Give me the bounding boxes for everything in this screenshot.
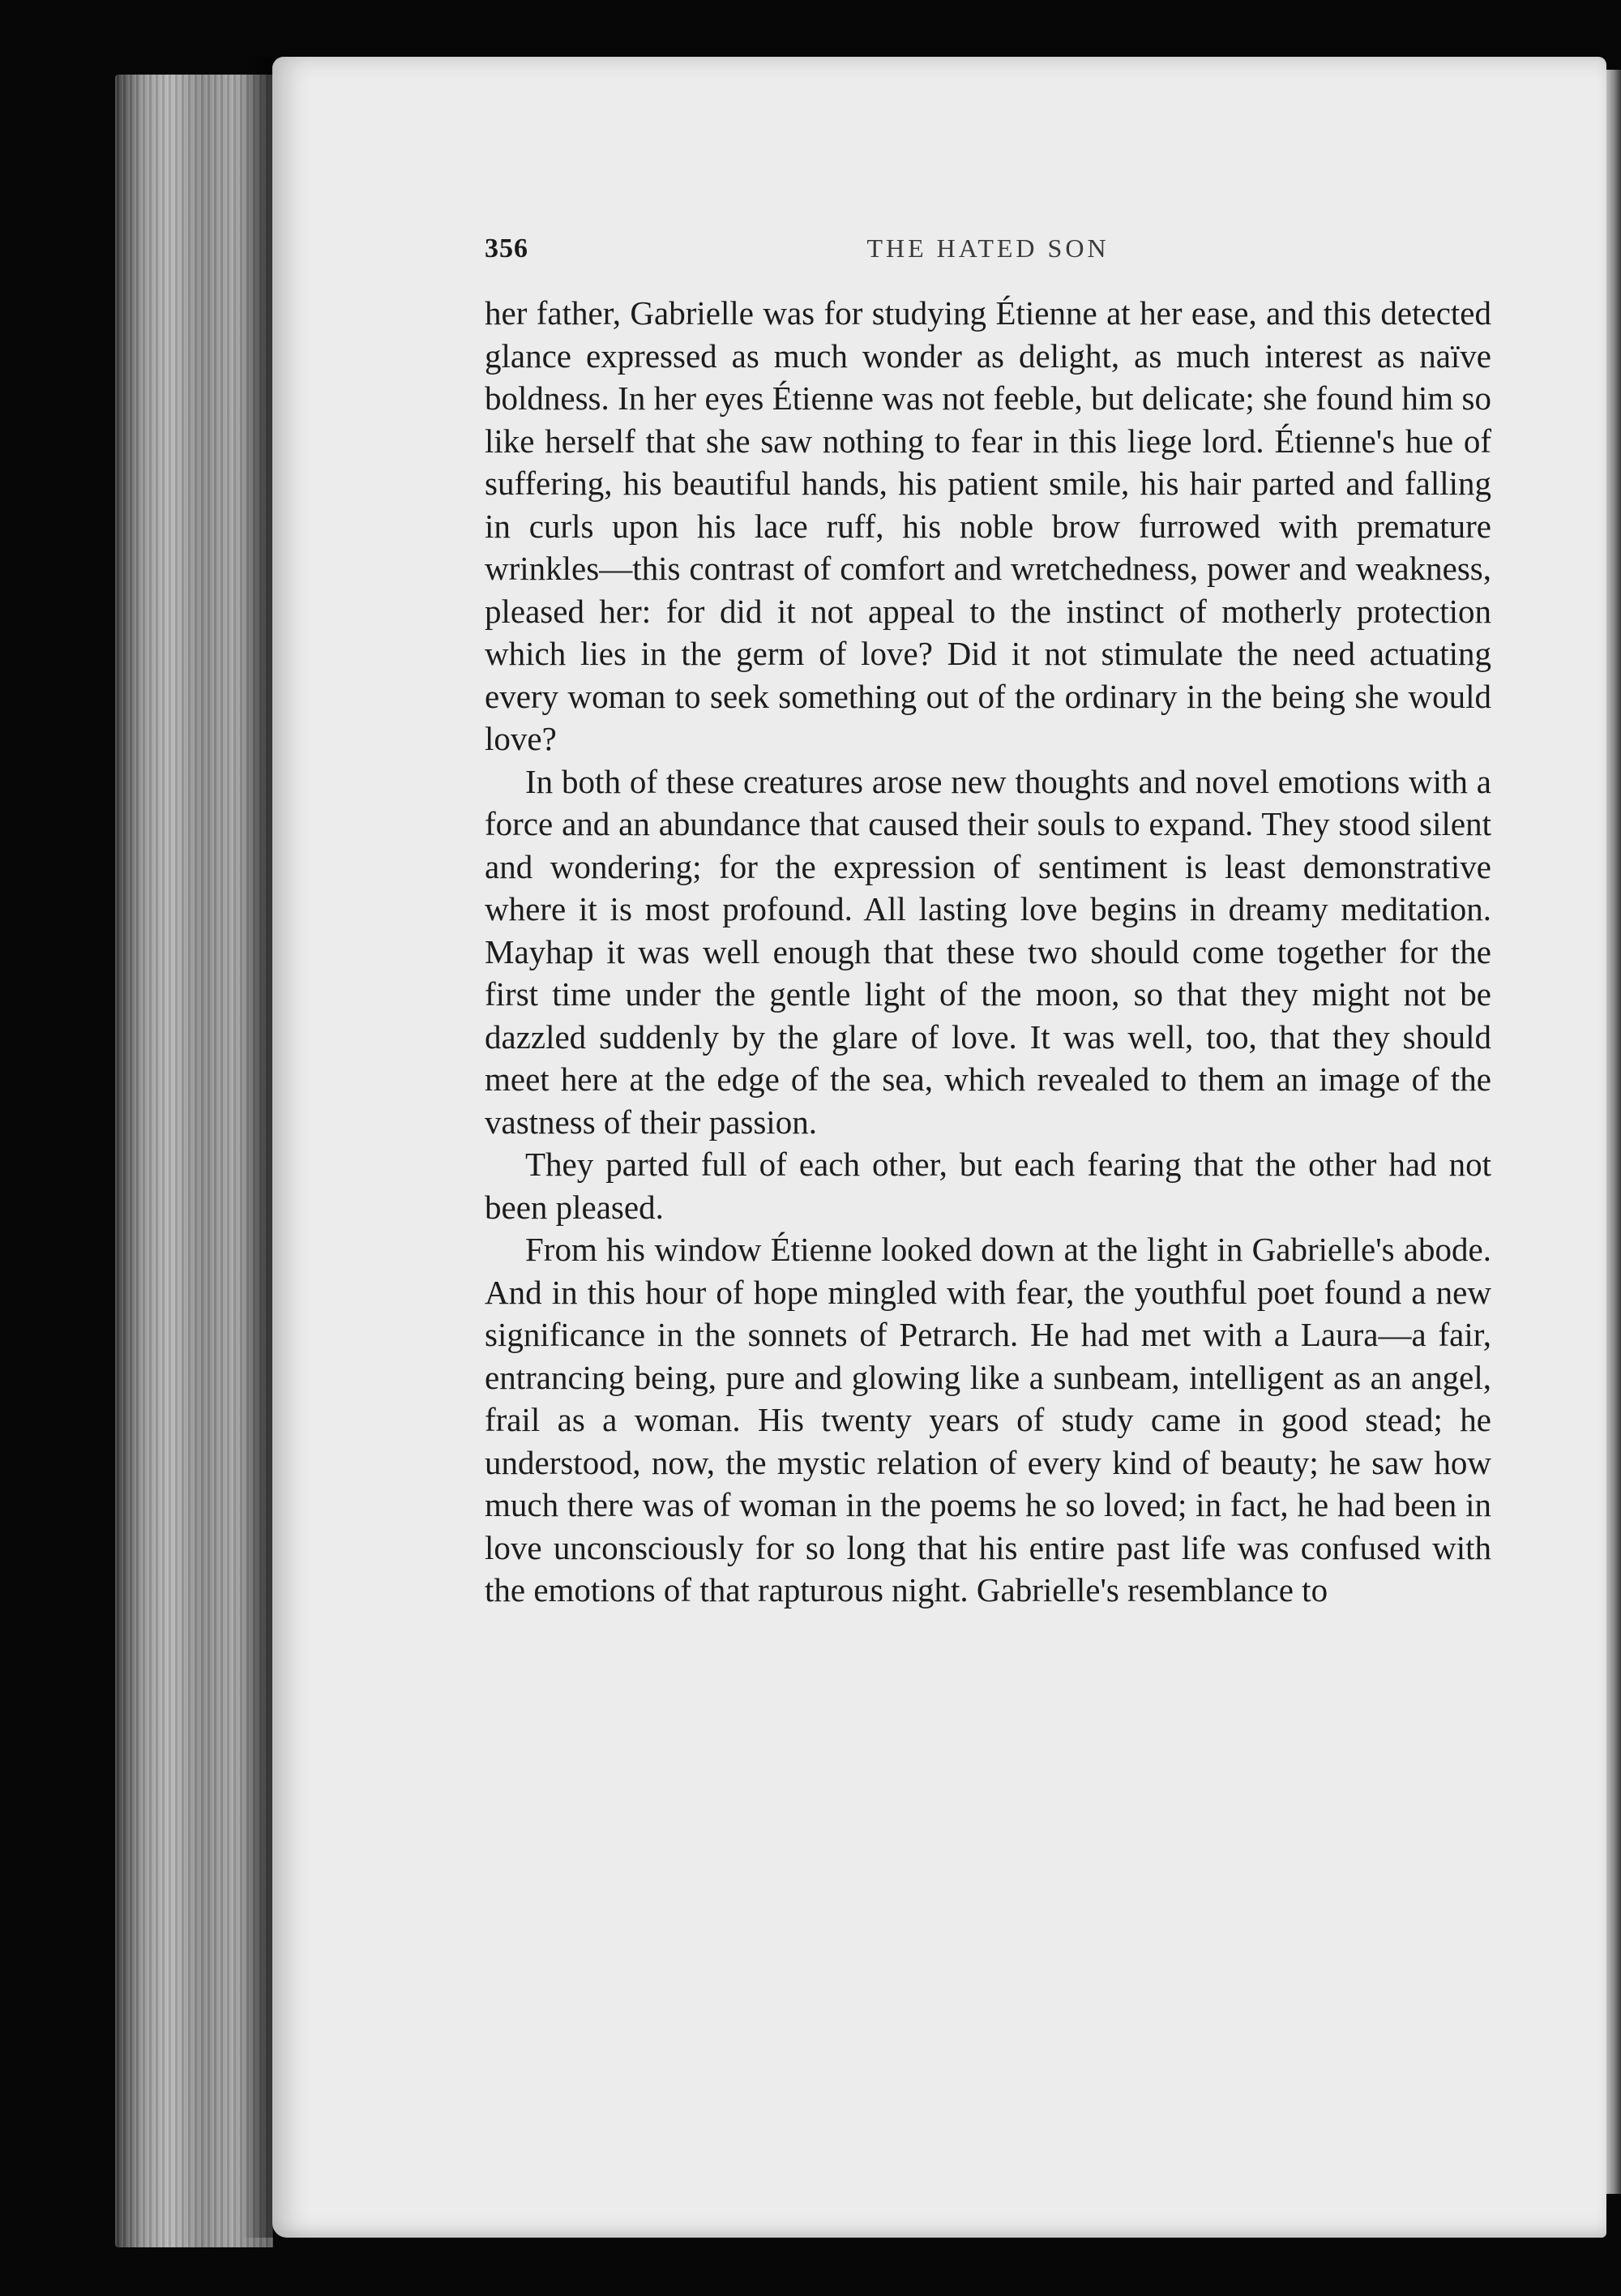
running-head xyxy=(485,233,1491,269)
paragraph: In both of these creatures arose new thoughts and novel emotions with a force and an abundance that caused their souls to expand. They stood silent and wondering; for the expression of sentiment is least demonstrative where it is most profound. All lasting love begins in dreamy meditation. Mayhap it was well enough that these two should come together for the first time under the gentle light of the moon, so that they might not be dazzled suddenly by the glare of love. It was well, too, that they should meet here at the edge of the sea, which revealed to them an image of the vastness of their passion. xyxy=(485,762,1491,1141)
paragraph: From his window Étienne looked down at the light in Gabrielle's abode. And in this hour of hope mingled with fear, the youthful poet found a new significance in the sonnets of Petrarch. He had met with a Laura—a fair, entrancing being, pure and glowing like a sunbeam, intelligent as an angel, frail as a woman. His twenty years of study came in good stead; he understood, now, the mystic relation of every kind of beauty; he saw how much there was of woman in the poems he so loved; in fact, he had been in love unconsciously for so long that his entire past life was confused with the emotions of that rapturous night. Gabrielle's resemblance to xyxy=(485,1231,1491,1608)
paragraph: They parted full of each other, but each fearing that the other had not been pleased. xyxy=(485,1146,1491,1226)
page-number: 356 xyxy=(485,233,528,263)
paragraph-continued: her father, Gabrielle was for studying Étienne at her ease, and this detected glance expressed as much wonder as delight, as much interest as naïve boldness. In her eyes Étienne was not feeble, but delicate; she found him so like herself that she saw nothing to fear in this liege lord. Étienne's hue of suffering, his beautiful hands, his patient smile, his hair parted and falling in curls upon his lace ruff, his noble brow furrowed with premature wrinkles—this contrast of comfort and wretchedness, power and weakness, pleased her: for did it not appeal to the instinct of motherly protection which lies in the germ of love? Did it not stimulate the need actuating every woman to seek something out of the ordinary in the being she would love? xyxy=(485,294,1491,757)
gutter-shadow xyxy=(243,57,276,2238)
page-right-edge xyxy=(1606,70,1621,2194)
running-title: THE HATED SON xyxy=(866,233,1110,263)
body-text xyxy=(485,292,1491,1612)
